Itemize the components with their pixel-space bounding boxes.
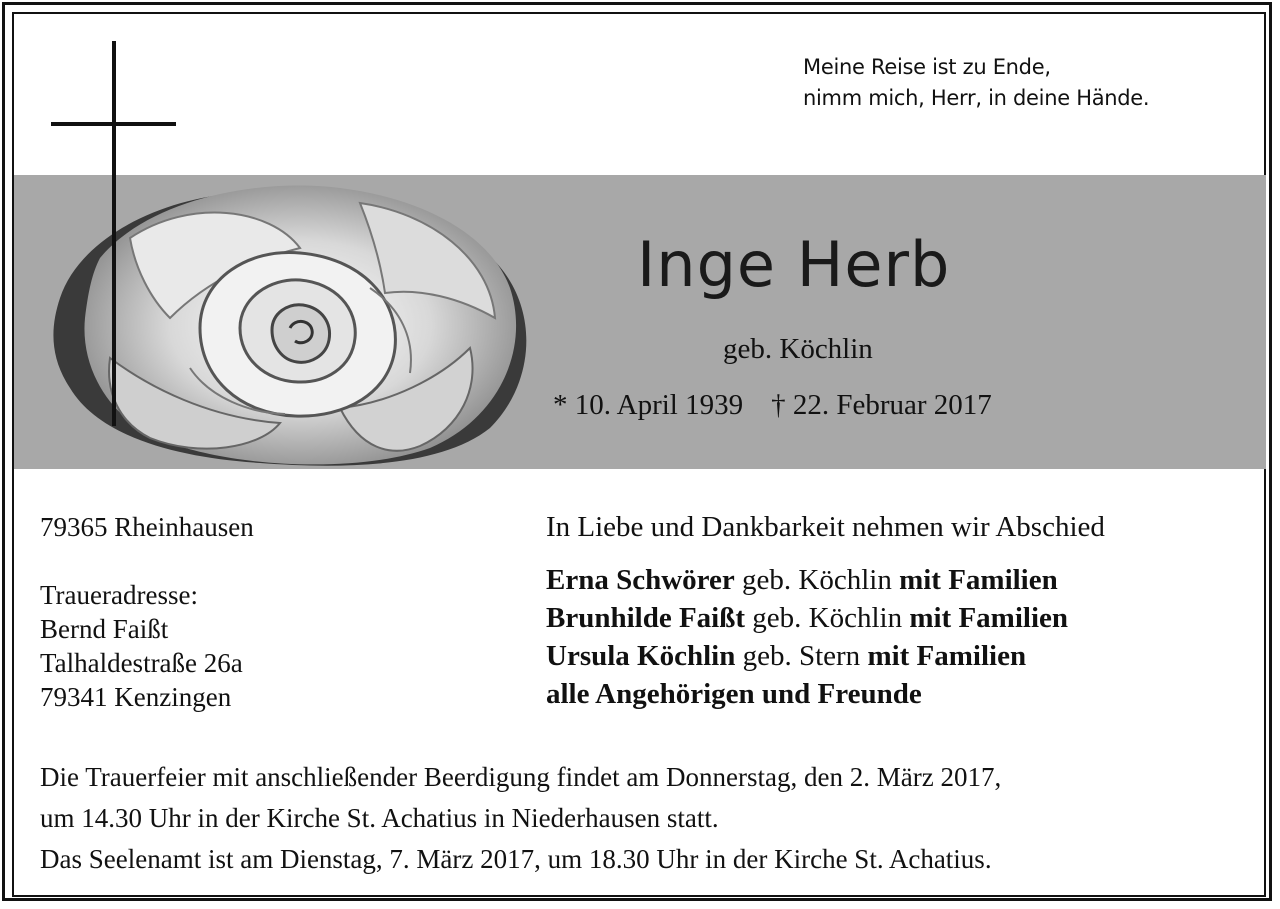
cross-icon-crossbar	[51, 122, 176, 126]
service-line-2: um 14.30 Uhr in der Kirche St. Achatius in Niederhausen statt.	[40, 803, 719, 833]
farewell-intro: In Liebe und Dankbarkeit nehmen wir Abschied	[546, 511, 1105, 543]
quote-line-1: Meine Reise ist zu Ende,	[803, 55, 1051, 79]
mourner-name: Brunhilde Faißt	[546, 602, 746, 634]
mourner-row	[546, 561, 1105, 599]
mourner-others	[546, 675, 1105, 713]
mourner-others-text: alle Angehörigen und Freunde	[546, 678, 922, 710]
mourning-address-street: Talhaldestraße 26a	[40, 648, 243, 678]
quote-line-2: nimm mich, Herr, in deine Hände.	[803, 86, 1150, 110]
service-info	[40, 757, 1001, 880]
address-block	[40, 510, 254, 714]
service-line-3: Das Seelenamt ist am Dienstag, 7. März 2017, um 18.30 Uhr in der Kirche St. Achatius.	[40, 844, 992, 874]
mourner-suffix: mit Familien	[909, 602, 1069, 634]
quote	[803, 52, 1149, 114]
mourner-born-name: geb. Stern	[735, 640, 868, 672]
deceased-name: Inge Herb	[637, 228, 951, 301]
cross-icon	[112, 41, 116, 426]
mourner-suffix: mit Familien	[899, 564, 1058, 596]
mourner-born-name: geb. Köchlin	[734, 564, 900, 596]
mourner-suffix: mit Familien	[867, 640, 1027, 672]
death-date: † 22. Februar 2017	[771, 389, 992, 421]
service-line-1: Die Trauerfeier mit anschließender Beerdigung findet am Donnerstag, den 2. März 2017,	[40, 762, 1002, 792]
born-name: geb. Köchlin	[723, 333, 873, 365]
mourner-name: Ursula Köchlin	[546, 640, 736, 672]
life-dates	[553, 389, 992, 422]
mourning-address-contact: Bernd Faißt	[40, 614, 169, 644]
mourner-row	[546, 599, 1105, 637]
rose-image	[40, 178, 560, 469]
birth-date: * 10. April 1939	[553, 389, 744, 421]
mourning-address-label: Traueradresse:	[40, 580, 198, 610]
mourner-row	[546, 637, 1105, 675]
mourner-name: Erna Schwörer	[546, 564, 735, 596]
mourner-born-name: geb. Köchlin	[745, 602, 910, 634]
residence-city: 79365 Rheinhausen	[40, 512, 254, 542]
mourning-address-city: 79341 Kenzingen	[40, 682, 232, 712]
mourners-block	[546, 508, 1105, 713]
